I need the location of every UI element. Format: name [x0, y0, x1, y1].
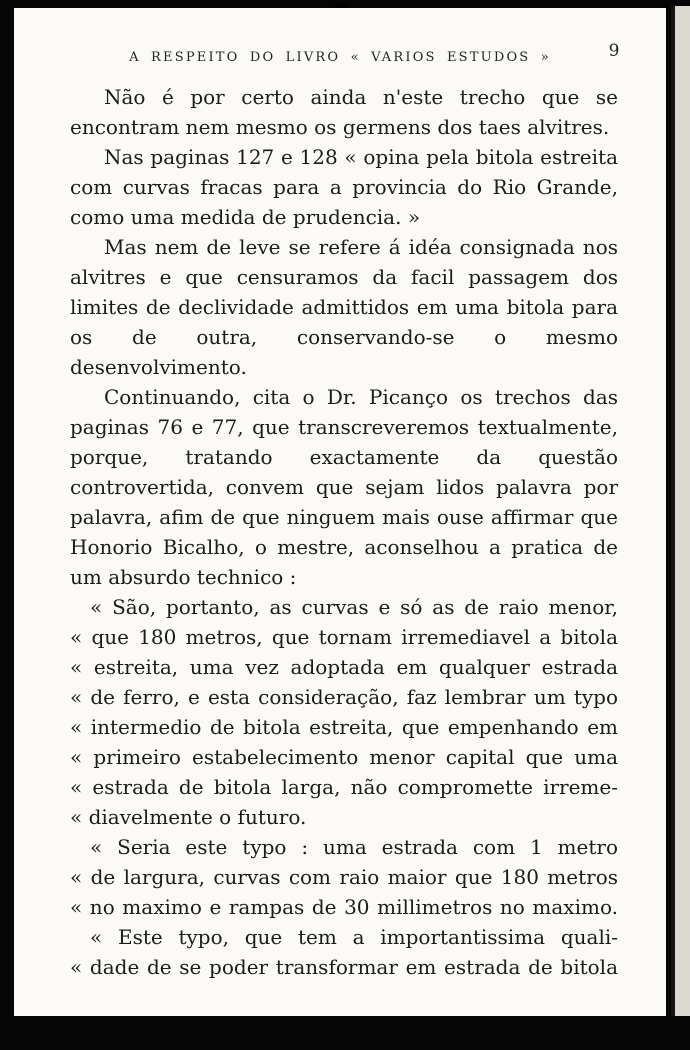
- quote-block: [70, 922, 618, 982]
- quote-block: [70, 592, 618, 832]
- paragraph: Nas paginas 127 e 128 « opina pela bitola estreita com curvas fracas para a provincia do Rio Grande, como uma medida de prudencia. »: [70, 145, 618, 229]
- page-body: [70, 82, 618, 982]
- quote-line: « que 180 metros, que tornam irremediavel a bitola: [70, 625, 618, 649]
- paragraph: Continuando, cita o Dr. Picanço os trechos das paginas 76 e 77, que transcreveremos textualmente, porque, tratando exactamente da questão controvertida, convem que sejam lidos palavra por palavra, afim de que ninguem mais ouse affirmar que Honorio Bicalho, o mestre, aconselhou a pratica de um absurdo technico :: [70, 385, 618, 589]
- quote-line: « São, portanto, as curvas e só as de raio menor,: [90, 595, 618, 619]
- scan-edge-line: [671, 6, 675, 1016]
- header-title: A RESPEITO DO LIVRO « VARIOS ESTUDOS »: [129, 50, 551, 65]
- quote-line: « de largura, curvas com raio maior que 180 metros: [70, 865, 618, 889]
- quote-line: « dade de se poder transformar em estrada de bitola: [70, 955, 618, 979]
- quote-block: [70, 832, 618, 922]
- paragraph: Mas nem de leve se refere á idéa consignada nos alvitres e que censuramos da facil passagem dos limites de declividade admittidos em uma bitola para os de outra, conservando-se o mesmo desenvolvimento.: [70, 235, 618, 379]
- quote-line: « Este typo, que tem a importantissima quali-: [90, 925, 618, 949]
- quote-line: « estrada de bitola larga, não compromette irreme-: [70, 775, 618, 799]
- book-page: [14, 8, 666, 1016]
- quote-line: « no maximo e rampas de 30 millimetros no maximo.: [70, 895, 618, 919]
- quote-line: « Seria este typo : uma estrada com 1 metro: [90, 835, 618, 859]
- quote-line: « primeiro estabelecimento menor capital que uma: [70, 745, 618, 769]
- quote-line: « intermedio de bitola estreita, que empenhando em: [70, 715, 618, 739]
- running-header: [14, 8, 666, 65]
- paragraph: Não é por certo ainda n'este trecho que se encontram nem mesmo os germens dos taes alvitres.: [70, 85, 618, 139]
- quote-line: « de ferro, e esta consideração, faz lembrar um typo: [70, 685, 618, 709]
- quote-line: « diavelmente o futuro.: [70, 805, 307, 829]
- page-number: 9: [608, 41, 620, 61]
- quote-line: « estreita, uma vez adoptada em qualquer estrada: [70, 655, 618, 679]
